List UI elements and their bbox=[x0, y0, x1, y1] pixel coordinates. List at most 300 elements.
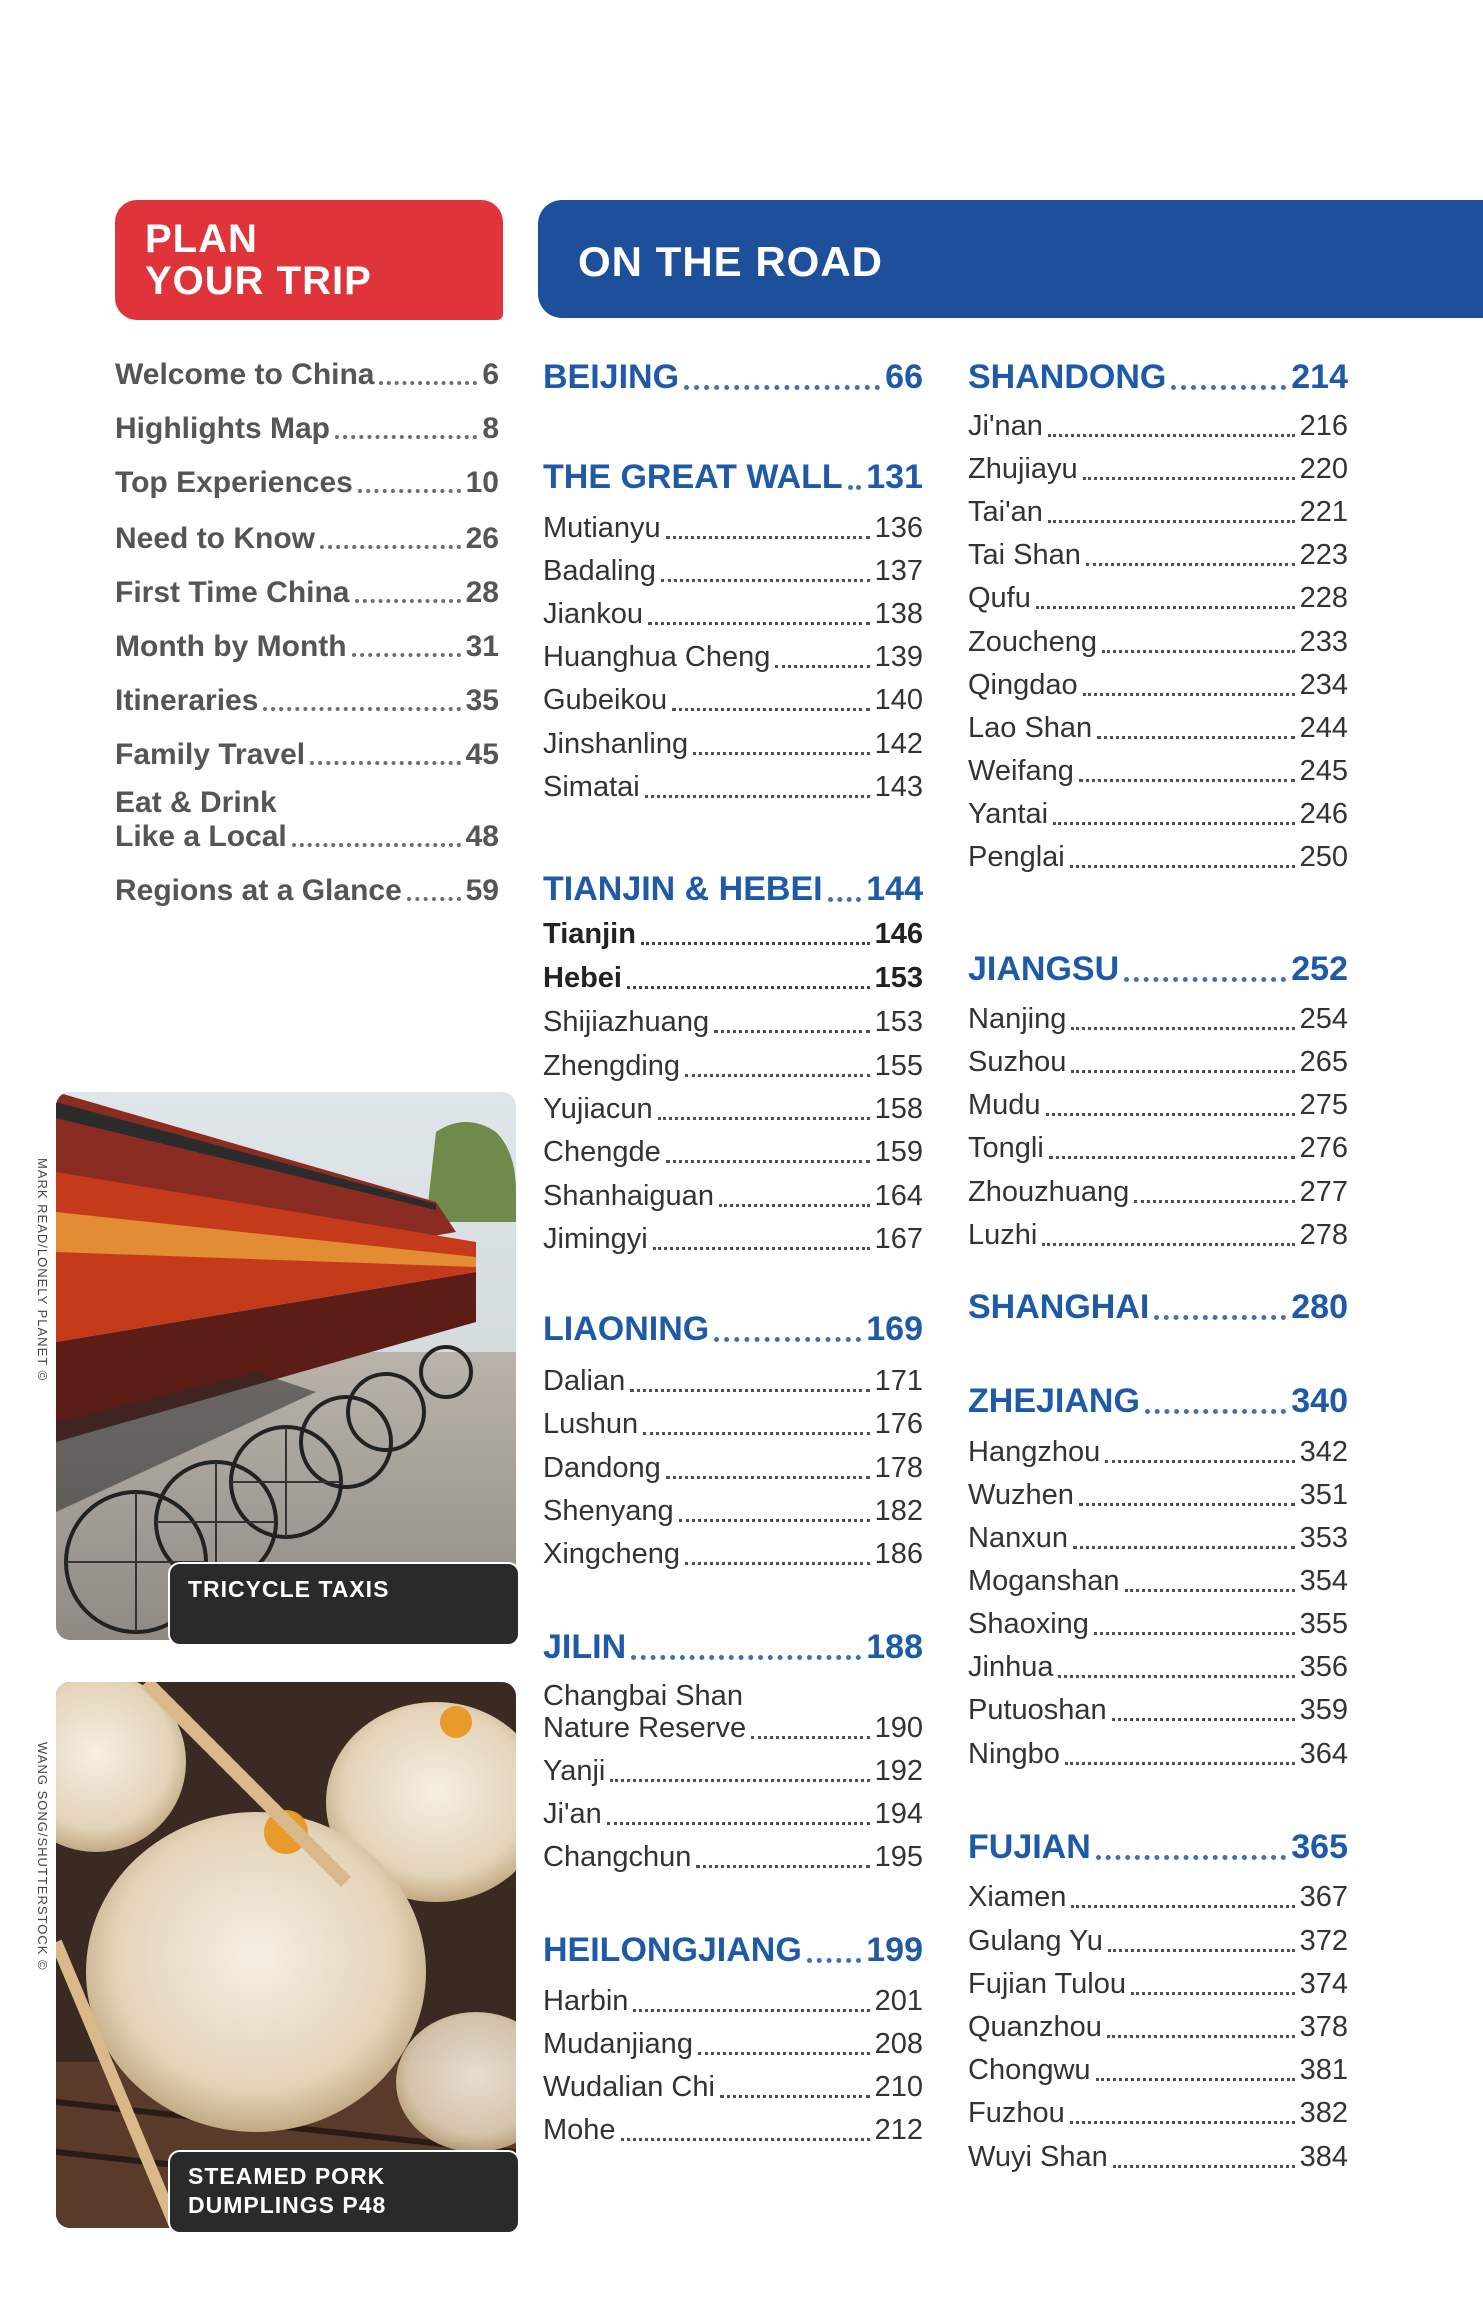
leader-dots bbox=[666, 1159, 870, 1163]
entry-zoucheng[interactable] bbox=[968, 626, 1348, 659]
entry-weifang-label: Weifang bbox=[968, 755, 1074, 787]
section-zhejiang[interactable] bbox=[968, 1382, 1348, 1421]
entry-xiamen[interactable] bbox=[968, 1881, 1348, 1914]
plan-item-itineraries-page: 35 bbox=[465, 684, 499, 717]
entry-hangzhou-label: Hangzhou bbox=[968, 1436, 1101, 1468]
entry-tongli-label: Tongli bbox=[968, 1132, 1044, 1164]
entry-moganshan[interactable] bbox=[968, 1565, 1348, 1598]
leader-dots bbox=[658, 1116, 870, 1120]
section-beijing-label: BEIJING bbox=[543, 358, 680, 396]
entry-fuzhou[interactable] bbox=[968, 2097, 1348, 2130]
entry-lushun[interactable] bbox=[543, 1408, 923, 1441]
leader-dots bbox=[1097, 735, 1294, 739]
entry-mudanjiang[interactable] bbox=[543, 2028, 923, 2061]
entry-simatai[interactable] bbox=[543, 771, 923, 804]
plan-item-first-time-china-page: 28 bbox=[465, 576, 499, 609]
entry-lushun-page: 176 bbox=[874, 1408, 923, 1440]
entry-ji-an-label: Ji'an bbox=[543, 1798, 602, 1830]
plan-item-regions-at-a-glance[interactable] bbox=[115, 874, 499, 908]
entry-dalian-page: 171 bbox=[874, 1365, 923, 1397]
entry-ji-an-page: 194 bbox=[874, 1798, 923, 1830]
entry-badaling[interactable] bbox=[543, 555, 923, 588]
entry-mudanjiang-page: 208 bbox=[874, 2028, 923, 2060]
entry-shanhaiguan-page: 164 bbox=[874, 1180, 923, 1212]
entry-quanzhou-label: Quanzhou bbox=[968, 2011, 1102, 2043]
leader-dots bbox=[661, 578, 870, 582]
entry-shaoxing-page: 355 bbox=[1299, 1608, 1348, 1640]
plan-item-family-travel-page: 45 bbox=[465, 738, 499, 771]
leader-dots bbox=[630, 1388, 869, 1392]
entry-penglai-label: Penglai bbox=[968, 841, 1065, 873]
entry-xiamen-page: 367 bbox=[1299, 1881, 1348, 1913]
leader-dots bbox=[1058, 1674, 1294, 1678]
leader-dots bbox=[1046, 1112, 1295, 1116]
entry-lao-shan-page: 244 bbox=[1299, 712, 1348, 744]
leader-dots bbox=[352, 652, 461, 657]
leader-dots bbox=[1083, 476, 1295, 480]
entry-hangzhou[interactable] bbox=[968, 1436, 1348, 1469]
entry-xiamen-label: Xiamen bbox=[968, 1881, 1067, 1913]
entry-gubeikou[interactable] bbox=[543, 684, 923, 717]
plan-item-top-experiences[interactable] bbox=[115, 466, 499, 500]
entry-wuyi-shan-page: 384 bbox=[1299, 2141, 1348, 2173]
leader-dots bbox=[1048, 519, 1295, 523]
entry-zhouzhuang-page: 277 bbox=[1299, 1176, 1348, 1208]
entry-huanghua-cheng[interactable] bbox=[543, 641, 923, 674]
section-zhejiang-label: ZHEJIANG bbox=[968, 1382, 1140, 1420]
leader-dots bbox=[320, 544, 461, 549]
entry-mohe-label: Mohe bbox=[543, 2114, 616, 2146]
entry-jiankou[interactable] bbox=[543, 598, 923, 631]
entry-xingcheng-label: Xingcheng bbox=[543, 1538, 681, 1570]
entry-mutianyu-label: Mutianyu bbox=[543, 512, 661, 544]
entry-weifang[interactable] bbox=[968, 755, 1348, 788]
entry-simatai-label: Simatai bbox=[543, 771, 640, 803]
section-jiangsu-label: JIANGSU bbox=[968, 950, 1120, 988]
entry-mohe[interactable] bbox=[543, 2114, 923, 2147]
entry-penglai-page: 250 bbox=[1299, 841, 1348, 873]
entry-lushun-label: Lushun bbox=[543, 1408, 639, 1440]
entry-jinhua[interactable] bbox=[968, 1651, 1348, 1684]
section-heilongjiang[interactable] bbox=[543, 1931, 923, 1970]
entry-quanzhou-page: 378 bbox=[1299, 2011, 1348, 2043]
entry-suzhou[interactable] bbox=[968, 1046, 1348, 1079]
entry-wudalian-chi-page: 210 bbox=[874, 2071, 923, 2103]
entry-quanzhou[interactable] bbox=[968, 2011, 1348, 2044]
entry-shijiazhuang-page: 153 bbox=[874, 1006, 923, 1038]
entry-zhengding[interactable] bbox=[543, 1050, 923, 1083]
entry-chongwu-label: Chongwu bbox=[968, 2054, 1091, 2086]
plan-item-need-to-know-page: 26 bbox=[465, 522, 499, 555]
entry-yantai-page: 246 bbox=[1299, 798, 1348, 830]
leader-dots bbox=[643, 1431, 869, 1435]
entry-zhujiayu[interactable] bbox=[968, 453, 1348, 486]
plan-item-welcome-to-china-page: 6 bbox=[482, 358, 499, 391]
leader-dots bbox=[672, 707, 869, 711]
plan-item-highlights-map[interactable] bbox=[115, 412, 499, 446]
entry-chengde-label: Chengde bbox=[543, 1136, 661, 1168]
section-the-great-wall[interactable] bbox=[543, 458, 923, 497]
entry-jinshanling[interactable] bbox=[543, 728, 923, 761]
leader-dots bbox=[653, 1246, 870, 1250]
steamed-dumplings-photo bbox=[56, 1682, 516, 2228]
entry-zoucheng-page: 233 bbox=[1299, 626, 1348, 658]
leader-dots bbox=[355, 598, 461, 603]
section-tianjin-hebei-label: TIANJIN & HEBEI bbox=[543, 870, 823, 908]
leader-dots bbox=[1154, 1314, 1286, 1320]
entry-fuzhou-page: 382 bbox=[1299, 2097, 1348, 2129]
entry-suzhou-page: 265 bbox=[1299, 1046, 1348, 1078]
entry-yanji-page: 192 bbox=[874, 1755, 923, 1787]
leader-dots bbox=[685, 1561, 870, 1565]
entry-mutianyu-page: 136 bbox=[874, 512, 923, 544]
entry-xingcheng[interactable] bbox=[543, 1538, 923, 1571]
entry-shenyang[interactable] bbox=[543, 1495, 923, 1528]
section-jilin-page: 188 bbox=[866, 1628, 923, 1666]
leader-dots bbox=[1083, 692, 1295, 696]
leader-dots bbox=[607, 1821, 870, 1825]
plan-item-eat-drink-label-line1: Eat & Drink bbox=[115, 786, 277, 819]
entry-gubeikou-page: 140 bbox=[874, 684, 923, 716]
entry-gulang-yu-label: Gulang Yu bbox=[968, 1925, 1103, 1957]
entry-moganshan-page: 354 bbox=[1299, 1565, 1348, 1597]
plan-item-highlights-map-page: 8 bbox=[482, 412, 499, 445]
entry-lao-shan[interactable] bbox=[968, 712, 1348, 745]
plan-item-top-experiences-label: Top Experiences bbox=[115, 466, 353, 499]
entry-zhouzhuang[interactable] bbox=[968, 1176, 1348, 1209]
entry-changchun[interactable] bbox=[543, 1841, 923, 1874]
plan-item-eat-drink-label: Like a Local bbox=[115, 820, 287, 853]
plan-item-family-travel-label: Family Travel bbox=[115, 738, 306, 771]
plan-item-welcome-to-china[interactable] bbox=[115, 358, 499, 392]
entry-nanjing-page: 254 bbox=[1299, 1003, 1348, 1035]
section-shanghai-label: SHANGHAI bbox=[968, 1288, 1150, 1326]
entry-yujiacun-label: Yujiacun bbox=[543, 1093, 653, 1125]
entry-ningbo-label: Ningbo bbox=[968, 1738, 1060, 1770]
section-tianjin-hebei-page: 144 bbox=[866, 870, 923, 908]
leader-dots bbox=[1096, 1854, 1286, 1860]
plan-item-top-experiences-page: 10 bbox=[465, 466, 499, 499]
leader-dots bbox=[828, 896, 862, 902]
entry-changchun-label: Changchun bbox=[543, 1841, 692, 1873]
entry-qingdao[interactable] bbox=[968, 669, 1348, 702]
entry-nanxun-page: 353 bbox=[1299, 1522, 1348, 1554]
entry-zhengding-page: 155 bbox=[874, 1050, 923, 1082]
entry-tai-shan-page: 223 bbox=[1299, 539, 1348, 571]
entry-weifang-page: 245 bbox=[1299, 755, 1348, 787]
dumplings-caption-line1: STEAMED PORK bbox=[188, 2163, 386, 2189]
entry-ji-nan-page: 216 bbox=[1299, 410, 1348, 442]
entry-wudalian-chi-label: Wudalian Chi bbox=[543, 2071, 715, 2103]
entry-zoucheng-label: Zoucheng bbox=[968, 626, 1097, 658]
entry-dandong[interactable] bbox=[543, 1452, 923, 1485]
leader-dots bbox=[648, 621, 870, 625]
section-zhejiang-page: 340 bbox=[1291, 1382, 1348, 1420]
section-liaoning[interactable] bbox=[543, 1310, 923, 1349]
entry-tai-an-page: 221 bbox=[1299, 496, 1348, 528]
leader-dots bbox=[720, 2094, 870, 2098]
leader-dots bbox=[627, 985, 870, 989]
entry-chongwu[interactable] bbox=[968, 2054, 1348, 2087]
entry-shenyang-label: Shenyang bbox=[543, 1495, 674, 1527]
entry-zhengding-label: Zhengding bbox=[543, 1050, 681, 1082]
plan-item-highlights-map-label: Highlights Map bbox=[115, 412, 330, 445]
entry-lao-shan-label: Lao Shan bbox=[968, 712, 1093, 744]
entry-changbai-shan-label: Nature Reserve bbox=[543, 1712, 747, 1744]
leader-dots bbox=[1113, 2164, 1295, 2168]
entry-gulang-yu-page: 372 bbox=[1299, 1925, 1348, 1957]
entry-wuyi-shan[interactable] bbox=[968, 2141, 1348, 2174]
leader-dots bbox=[1124, 976, 1286, 982]
entry-ningbo-page: 364 bbox=[1299, 1738, 1348, 1770]
plan-item-need-to-know[interactable] bbox=[115, 522, 499, 556]
entry-nanjing-label: Nanjing bbox=[968, 1003, 1067, 1035]
leader-dots bbox=[693, 751, 870, 755]
leader-dots bbox=[358, 488, 461, 493]
plan-item-month-by-month-label: Month by Month bbox=[115, 630, 347, 663]
entry-chengde[interactable] bbox=[543, 1136, 923, 1169]
entry-luzhi-label: Luzhi bbox=[968, 1219, 1038, 1251]
entry-tai-shan-label: Tai Shan bbox=[968, 539, 1081, 571]
entry-tai-shan[interactable] bbox=[968, 539, 1348, 572]
entry-shaoxing[interactable] bbox=[968, 1608, 1348, 1641]
plan-item-welcome-to-china-label: Welcome to China bbox=[115, 358, 375, 391]
entry-putuoshan[interactable] bbox=[968, 1694, 1348, 1727]
entry-jinhua-label: Jinhua bbox=[968, 1651, 1054, 1683]
entry-shijiazhuang[interactable] bbox=[543, 1006, 923, 1039]
entry-jiankou-label: Jiankou bbox=[543, 598, 643, 630]
leader-dots bbox=[1071, 1069, 1294, 1073]
entry-qufu-page: 228 bbox=[1299, 582, 1348, 614]
leader-dots bbox=[621, 2137, 870, 2141]
entry-dandong-label: Dandong bbox=[543, 1452, 661, 1484]
dumplings-caption bbox=[168, 2150, 520, 2234]
leader-dots bbox=[633, 2008, 869, 2012]
leader-dots bbox=[1086, 562, 1295, 566]
section-liaoning-page: 169 bbox=[866, 1310, 923, 1348]
entry-hebei[interactable] bbox=[543, 962, 923, 995]
entry-moganshan-label: Moganshan bbox=[968, 1565, 1120, 1597]
entry-yantai-label: Yantai bbox=[968, 798, 1049, 830]
entry-nanjing[interactable] bbox=[968, 1003, 1348, 1036]
leader-dots bbox=[1065, 1761, 1295, 1765]
entry-jimingyi-page: 167 bbox=[874, 1223, 923, 1255]
dumplings-photo-credit: WANG SONG/SHUTTERSTOCK © bbox=[35, 1742, 50, 1971]
plan-item-month-by-month[interactable] bbox=[115, 630, 499, 664]
plan-item-family-travel[interactable] bbox=[115, 738, 499, 772]
entry-luzhi[interactable] bbox=[968, 1219, 1348, 1252]
leader-dots bbox=[1042, 1242, 1294, 1246]
plan-item-first-time-china[interactable] bbox=[115, 576, 499, 610]
entry-tongli[interactable] bbox=[968, 1132, 1348, 1165]
entry-jimingyi-label: Jimingyi bbox=[543, 1223, 648, 1255]
leader-dots bbox=[1070, 864, 1295, 868]
leader-dots bbox=[610, 1778, 869, 1782]
entry-suzhou-label: Suzhou bbox=[968, 1046, 1067, 1078]
on-the-road-banner bbox=[538, 200, 1483, 318]
entry-shijiazhuang-label: Shijiazhuang bbox=[543, 1006, 710, 1038]
section-liaoning-label: LIAONING bbox=[543, 1310, 710, 1348]
section-beijing[interactable] bbox=[543, 358, 923, 397]
entry-mudu[interactable] bbox=[968, 1089, 1348, 1122]
entry-ji-nan[interactable] bbox=[968, 410, 1348, 443]
entry-tai-an[interactable] bbox=[968, 496, 1348, 529]
plan-your-trip-banner bbox=[115, 200, 503, 320]
entry-wuzhen-label: Wuzhen bbox=[968, 1479, 1074, 1511]
leader-dots bbox=[310, 760, 461, 765]
on-the-road-title: ON THE ROAD bbox=[578, 238, 883, 285]
entry-yanji-label: Yanji bbox=[543, 1755, 606, 1787]
entry-hangzhou-page: 342 bbox=[1299, 1436, 1348, 1468]
dumplings-caption-line2: DUMPLINGS P48 bbox=[188, 2192, 387, 2218]
entry-fujian-tulou[interactable] bbox=[968, 1968, 1348, 2001]
section-fujian-page: 365 bbox=[1291, 1828, 1348, 1866]
leader-dots bbox=[714, 1029, 870, 1033]
entry-jiankou-page: 138 bbox=[874, 598, 923, 630]
entry-putuoshan-page: 359 bbox=[1299, 1694, 1348, 1726]
leader-dots bbox=[751, 1735, 870, 1739]
entry-qingdao-page: 234 bbox=[1299, 669, 1348, 701]
entry-tai-an-label: Tai'an bbox=[968, 496, 1043, 528]
entry-changchun-page: 195 bbox=[874, 1841, 923, 1873]
entry-jinhua-page: 356 bbox=[1299, 1651, 1348, 1683]
entry-ningbo[interactable] bbox=[968, 1738, 1348, 1771]
plan-item-itineraries[interactable] bbox=[115, 684, 499, 718]
entry-zhouzhuang-label: Zhouzhuang bbox=[968, 1176, 1130, 1208]
section-jilin[interactable] bbox=[543, 1628, 923, 1667]
entry-ji-nan-label: Ji'nan bbox=[968, 410, 1043, 442]
leader-dots bbox=[684, 384, 880, 390]
leader-dots bbox=[645, 794, 870, 798]
leader-dots bbox=[1071, 1904, 1294, 1908]
entry-changbai-shan[interactable] bbox=[543, 1712, 923, 1745]
plan-banner-line2: YOUR TRIP bbox=[145, 259, 372, 303]
entry-hebei-page: 153 bbox=[874, 962, 923, 994]
leader-dots bbox=[698, 2051, 870, 2055]
section-shandong-page: 214 bbox=[1291, 358, 1348, 396]
entry-dalian[interactable] bbox=[543, 1365, 923, 1398]
entry-badaling-label: Badaling bbox=[543, 555, 656, 587]
entry-yanji[interactable] bbox=[543, 1755, 923, 1788]
entry-nanxun-label: Nanxun bbox=[968, 1522, 1068, 1554]
section-shandong[interactable] bbox=[968, 358, 1348, 397]
entry-wuyi-shan-label: Wuyi Shan bbox=[968, 2141, 1108, 2173]
entry-yantai[interactable] bbox=[968, 798, 1348, 831]
entry-changbai-shan-page: 190 bbox=[874, 1712, 923, 1744]
tricycle-taxis-caption bbox=[168, 1562, 520, 1646]
plan-item-regions-at-a-glance-label: Regions at a Glance bbox=[115, 874, 402, 907]
leader-dots bbox=[1096, 2077, 1295, 2081]
entry-luzhi-page: 278 bbox=[1299, 1219, 1348, 1251]
entry-tongli-page: 276 bbox=[1299, 1132, 1348, 1164]
entry-fujian-tulou-label: Fujian Tulou bbox=[968, 1968, 1126, 2000]
section-the-great-wall-page: 131 bbox=[866, 458, 923, 496]
leader-dots bbox=[775, 664, 869, 668]
leader-dots bbox=[719, 1203, 870, 1207]
entry-penglai[interactable] bbox=[968, 841, 1348, 874]
plan-banner-line1: PLAN bbox=[145, 217, 258, 261]
entry-nanxun[interactable] bbox=[968, 1522, 1348, 1555]
leader-dots bbox=[685, 1073, 870, 1077]
entry-shanhaiguan[interactable] bbox=[543, 1180, 923, 1213]
plan-item-eat-drink-page: 48 bbox=[465, 820, 499, 853]
section-the-great-wall-label: THE GREAT WALL bbox=[543, 458, 843, 496]
section-jilin-label: JILIN bbox=[543, 1628, 627, 1666]
entry-harbin[interactable] bbox=[543, 1985, 923, 2018]
entry-jinshanling-page: 142 bbox=[874, 728, 923, 760]
plan-item-first-time-china-label: First Time China bbox=[115, 576, 350, 609]
entry-putuoshan-label: Putuoshan bbox=[968, 1694, 1107, 1726]
entry-badaling-page: 137 bbox=[874, 555, 923, 587]
leader-dots bbox=[335, 434, 477, 439]
leader-dots bbox=[1125, 1588, 1295, 1592]
entry-wuzhen-page: 351 bbox=[1299, 1479, 1348, 1511]
entry-mudu-label: Mudu bbox=[968, 1089, 1041, 1121]
entry-tianjin-label: Tianjin bbox=[543, 918, 636, 950]
entry-jimingyi[interactable] bbox=[543, 1223, 923, 1256]
entry-shanhaiguan-label: Shanhaiguan bbox=[543, 1180, 714, 1212]
entry-tianjin-page: 146 bbox=[874, 918, 923, 950]
section-heilongjiang-label: HEILONGJIANG bbox=[543, 1931, 802, 1969]
plan-item-eat-drink[interactable] bbox=[115, 820, 499, 854]
leader-dots bbox=[696, 1864, 869, 1868]
entry-qufu[interactable] bbox=[968, 582, 1348, 615]
section-fujian[interactable] bbox=[968, 1828, 1348, 1867]
leader-dots bbox=[1145, 1408, 1286, 1414]
leader-dots bbox=[1131, 1991, 1295, 1995]
leader-dots bbox=[263, 706, 460, 711]
section-jiangsu[interactable] bbox=[968, 950, 1348, 989]
section-fujian-label: FUJIAN bbox=[968, 1828, 1091, 1866]
leader-dots bbox=[807, 1957, 861, 1963]
leader-dots bbox=[1048, 433, 1295, 437]
section-shanghai[interactable] bbox=[968, 1288, 1348, 1327]
entry-dandong-page: 178 bbox=[874, 1452, 923, 1484]
entry-mohe-page: 212 bbox=[874, 2114, 923, 2146]
entry-fujian-tulou-page: 374 bbox=[1299, 1968, 1348, 2000]
leader-dots bbox=[1171, 384, 1286, 390]
leader-dots bbox=[1053, 821, 1295, 825]
leader-dots bbox=[631, 1654, 861, 1660]
entry-harbin-label: Harbin bbox=[543, 1985, 629, 2017]
entry-huanghua-cheng-page: 139 bbox=[874, 641, 923, 673]
entry-simatai-page: 143 bbox=[874, 771, 923, 803]
leader-dots bbox=[1105, 1459, 1294, 1463]
entry-wudalian-chi[interactable] bbox=[543, 2071, 923, 2104]
leader-dots bbox=[641, 941, 870, 945]
section-tianjin-hebei[interactable] bbox=[543, 870, 923, 909]
entry-changbai-shan-label-line1: Changbai Shan bbox=[543, 1680, 743, 1712]
entry-yujiacun-page: 158 bbox=[874, 1093, 923, 1125]
leader-dots bbox=[1071, 1026, 1294, 1030]
entry-mutianyu[interactable] bbox=[543, 512, 923, 545]
leader-dots bbox=[1073, 1545, 1295, 1549]
entry-ji-an[interactable] bbox=[543, 1798, 923, 1831]
leader-dots bbox=[407, 896, 461, 901]
entry-dalian-label: Dalian bbox=[543, 1365, 626, 1397]
plan-item-itineraries-label: Itineraries bbox=[115, 684, 259, 717]
entry-wuzhen[interactable] bbox=[968, 1479, 1348, 1512]
leader-dots bbox=[666, 535, 870, 539]
entry-shenyang-page: 182 bbox=[874, 1495, 923, 1527]
entry-qufu-label: Qufu bbox=[968, 582, 1031, 614]
leader-dots bbox=[1079, 1502, 1295, 1506]
entry-gubeikou-label: Gubeikou bbox=[543, 684, 668, 716]
entry-yujiacun[interactable] bbox=[543, 1093, 923, 1126]
entry-tianjin[interactable] bbox=[543, 918, 923, 951]
entry-gulang-yu[interactable] bbox=[968, 1925, 1348, 1958]
entry-zhujiayu-label: Zhujiayu bbox=[968, 453, 1078, 485]
